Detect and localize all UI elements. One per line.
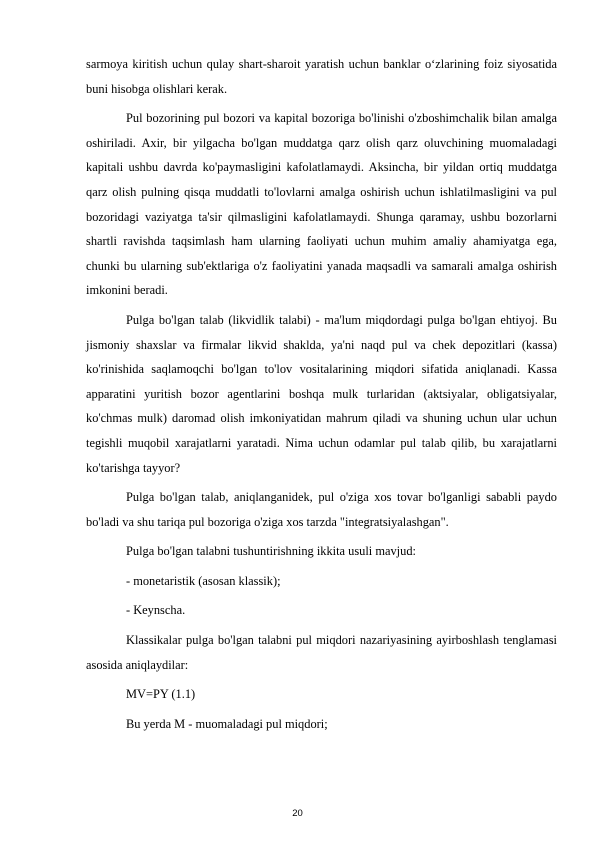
paragraph-two-methods: Pulga bo'lgan talabni tushuntirishning ikkita usuli mavjud: [126,544,416,559]
paragraph-classical-equation: Klassikalar pulga bo'lgan talabni pul miqdori nazariyasining ayirboshlash tenglamasi asosida aniqlaydilar: [86,633,557,672]
paragraph-money-demand-definition: Pulga bo'lgan talab (likvidlik talabi) - ma'lum miqdordagi pulga bo'lgan ehtiyoj. Bu jismoniy shaxslar va firmalar likvid shaklda, ya'ni naqd pul va chek depozitlari (kassa) ko'rinishida saqlamoqchi bo'lgan to'lov vositalarining miqdori sifatida aniqlanadi. Kassa apparatini yuritish bozor agentlarini boshqa mulk turlaridan (aktsiyalar, obligatsiyalar, ko'chmas mulk) daromad olish imkoniyatidan mahrum qiladi va shuning uchun ular uchun tegishli muqobil xarajatlarni yaratadi. Nima uchun odamlar pul talab qilib, bu xarajatlarni ko'tarishga tayyor? [86,312,557,475]
paragraph-money-market-division: Pul bozorining pul bozori va kapital bozoriga bo'linishi o'zboshimchalik bilan amalga oshiriladi. Axir, bir yilgacha bo'lgan muddatga qarz olish qarz oluvchining muomaladagi kapitali ushbu davrda ko'paymasligini kafolatlamaydi. Aksincha, bir yildan ortiq muddatga qarz olish pulning qisqa muddatli to'lovlarni amalga oshirish uchun ishlatilmasligini va pul bozoridagi vaziyatga ta'sir qilmasligini kafolatlamaydi. Shunga qaramay, ushbu bozorlarni shartli ravishda taqsimlash ham ularning faoliyati uchun muhim amaliy ahamiyatga ega, chunki bu ularning sub'ektlariga o'z faoliyatini yanada maqsadli va samarali amalga oshirish imkonini beradi. [86,111,557,298]
list-item-monetarist: - monetaristik (asosan klassik); [126,573,281,588]
paragraph-continuation: sarmoya kiritish uchun qulay shart-sharoit yaratish uchun banklar o‘zlarining foiz siyosatida buni hisobga olishlari kerak. [86,57,557,96]
document-page [86,52,557,741]
formula-exchange-equation: MV=PY (1.1) [126,687,196,702]
paragraph-money-demand-origin: Pulga bo'lgan talab, aniqlanganidek, pul o'ziga xos tovar bo'lganligi sababli paydo bo'ladi va shu tariqa pul bozoriga o'ziga xos tarzda "integratsiyalashgan". [86,490,557,529]
paragraph-where-m: Bu yerda M - muomaladagi pul miqdori; [126,716,328,731]
list-item-keynesian: - Keynscha. [126,603,186,618]
page-number: 20 [292,808,303,819]
